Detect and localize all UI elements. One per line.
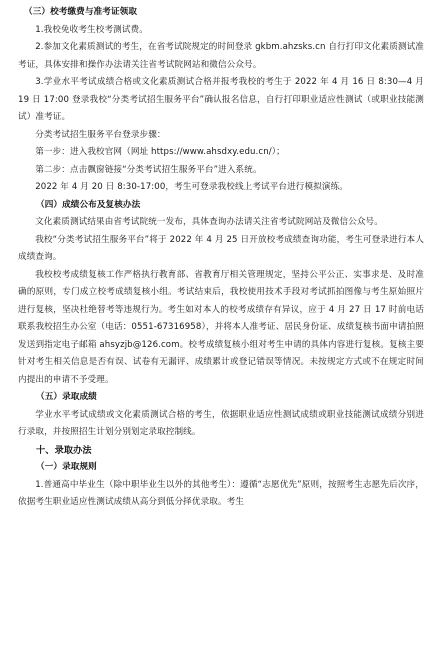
paragraph-culture-test-ticket: 2.参加文化素质测试的考生，在省考试院规定的时间登录 gkbm.ahzsks.cn 自行打印文化素质测试准考证，具体安排和操作办法请关注省考试院网站和微信公众号。 xyxy=(18,42,424,70)
mock-exam-notice: 2022 年 4 月 20 日 8:30-17:00，考生可登录我校线上考试平台进行模拟演练。 xyxy=(35,182,348,192)
paragraph-fee-exempt: 1.我校免收考生校考测试费。 xyxy=(35,24,148,35)
paragraph-admission-rule-1: 1.普通高中毕业生（除中职毕业生以外的其他考生）：遵循“志愿优先”原则，按照考生志愿先后次序，依据考生职业适应性测试成绩从高分到低分择优录取。考生 xyxy=(18,479,424,507)
platform-login-step-2: 第二步：点击飘窗链接“分类考试招生服务平台”进入系统。 xyxy=(35,164,262,175)
paragraph-vocational-test-ticket: 3.学业水平考试成绩合格或文化素质测试合格并报考我校的考生于 2022 年 4 月 16 日 8:30—4 月 19 日 17:00 登录我校“分类考试招生服务平台”确认报名信息，自行打印职业适应性测试（或职业技能测试）准考证。 xyxy=(18,77,424,122)
chapter-heading-admission-method: 十、录取办法 xyxy=(36,444,92,456)
paragraph-score-review: 我校校考成绩复核工作严格执行教育部、省教育厅相关管理规定，坚持公平公正、实事求是、及时准确的原则，专门成立校考成绩复核小组。考试结束后，我校使用技术手段对考试抓拍图像与考生原始照片进行复核，坚决杜绝替考等违规行为。考生如对本人的校考成绩存有异议，应于 4 月 27 日 17 时前电话联系我校招生办公室（电话：0551-67316958），并将本人准考证、居民身份证、成绩复核书面申请拍照发送到指定电子邮箱 ahsyzjb@126.com。校考成绩复核小组对考生申请的具体内容进行复核。复核主要针对考生相关信息是否有误、试卷有无漏评、成绩累计或登记错误等情况。未按规定方式或不在规定时间内提出的申请不予受理。 xyxy=(18,269,424,385)
paragraph-score-query: 我校“分类考试招生服务平台”将于 2022 年 4 月 25 日开放校考成绩查询功能，考生可登录进行本人成绩查询。 xyxy=(18,234,424,262)
paragraph-admission-score: 学业水平考试成绩或文化素质测试合格的考生，依据职业适应性测试成绩或职业技能测试成绩分别进行录取，并按照招生计划分别划定录取控制线。 xyxy=(18,409,424,437)
section-heading-results-review: （四）成绩公布及复核办法 xyxy=(36,199,141,210)
paragraph-culture-results: 文化素质测试结果由省考试院统一发布，具体查询办法请关注省考试院网站及微信公众号。 xyxy=(35,217,383,227)
section-heading-admission-rules: （一）录取规则 xyxy=(36,462,97,472)
section-heading-fee-admission: （三）校考缴费与准考证领取 xyxy=(24,7,138,17)
platform-login-steps-title: 分类考试招生服务平台登录步骤： xyxy=(35,129,166,140)
section-heading-admission-score: （五）录取成绩 xyxy=(36,392,97,402)
platform-login-step-1: 第一步：进入我校官网（网址 https://www.ahsdxy.edu.cn/）； xyxy=(35,147,285,157)
